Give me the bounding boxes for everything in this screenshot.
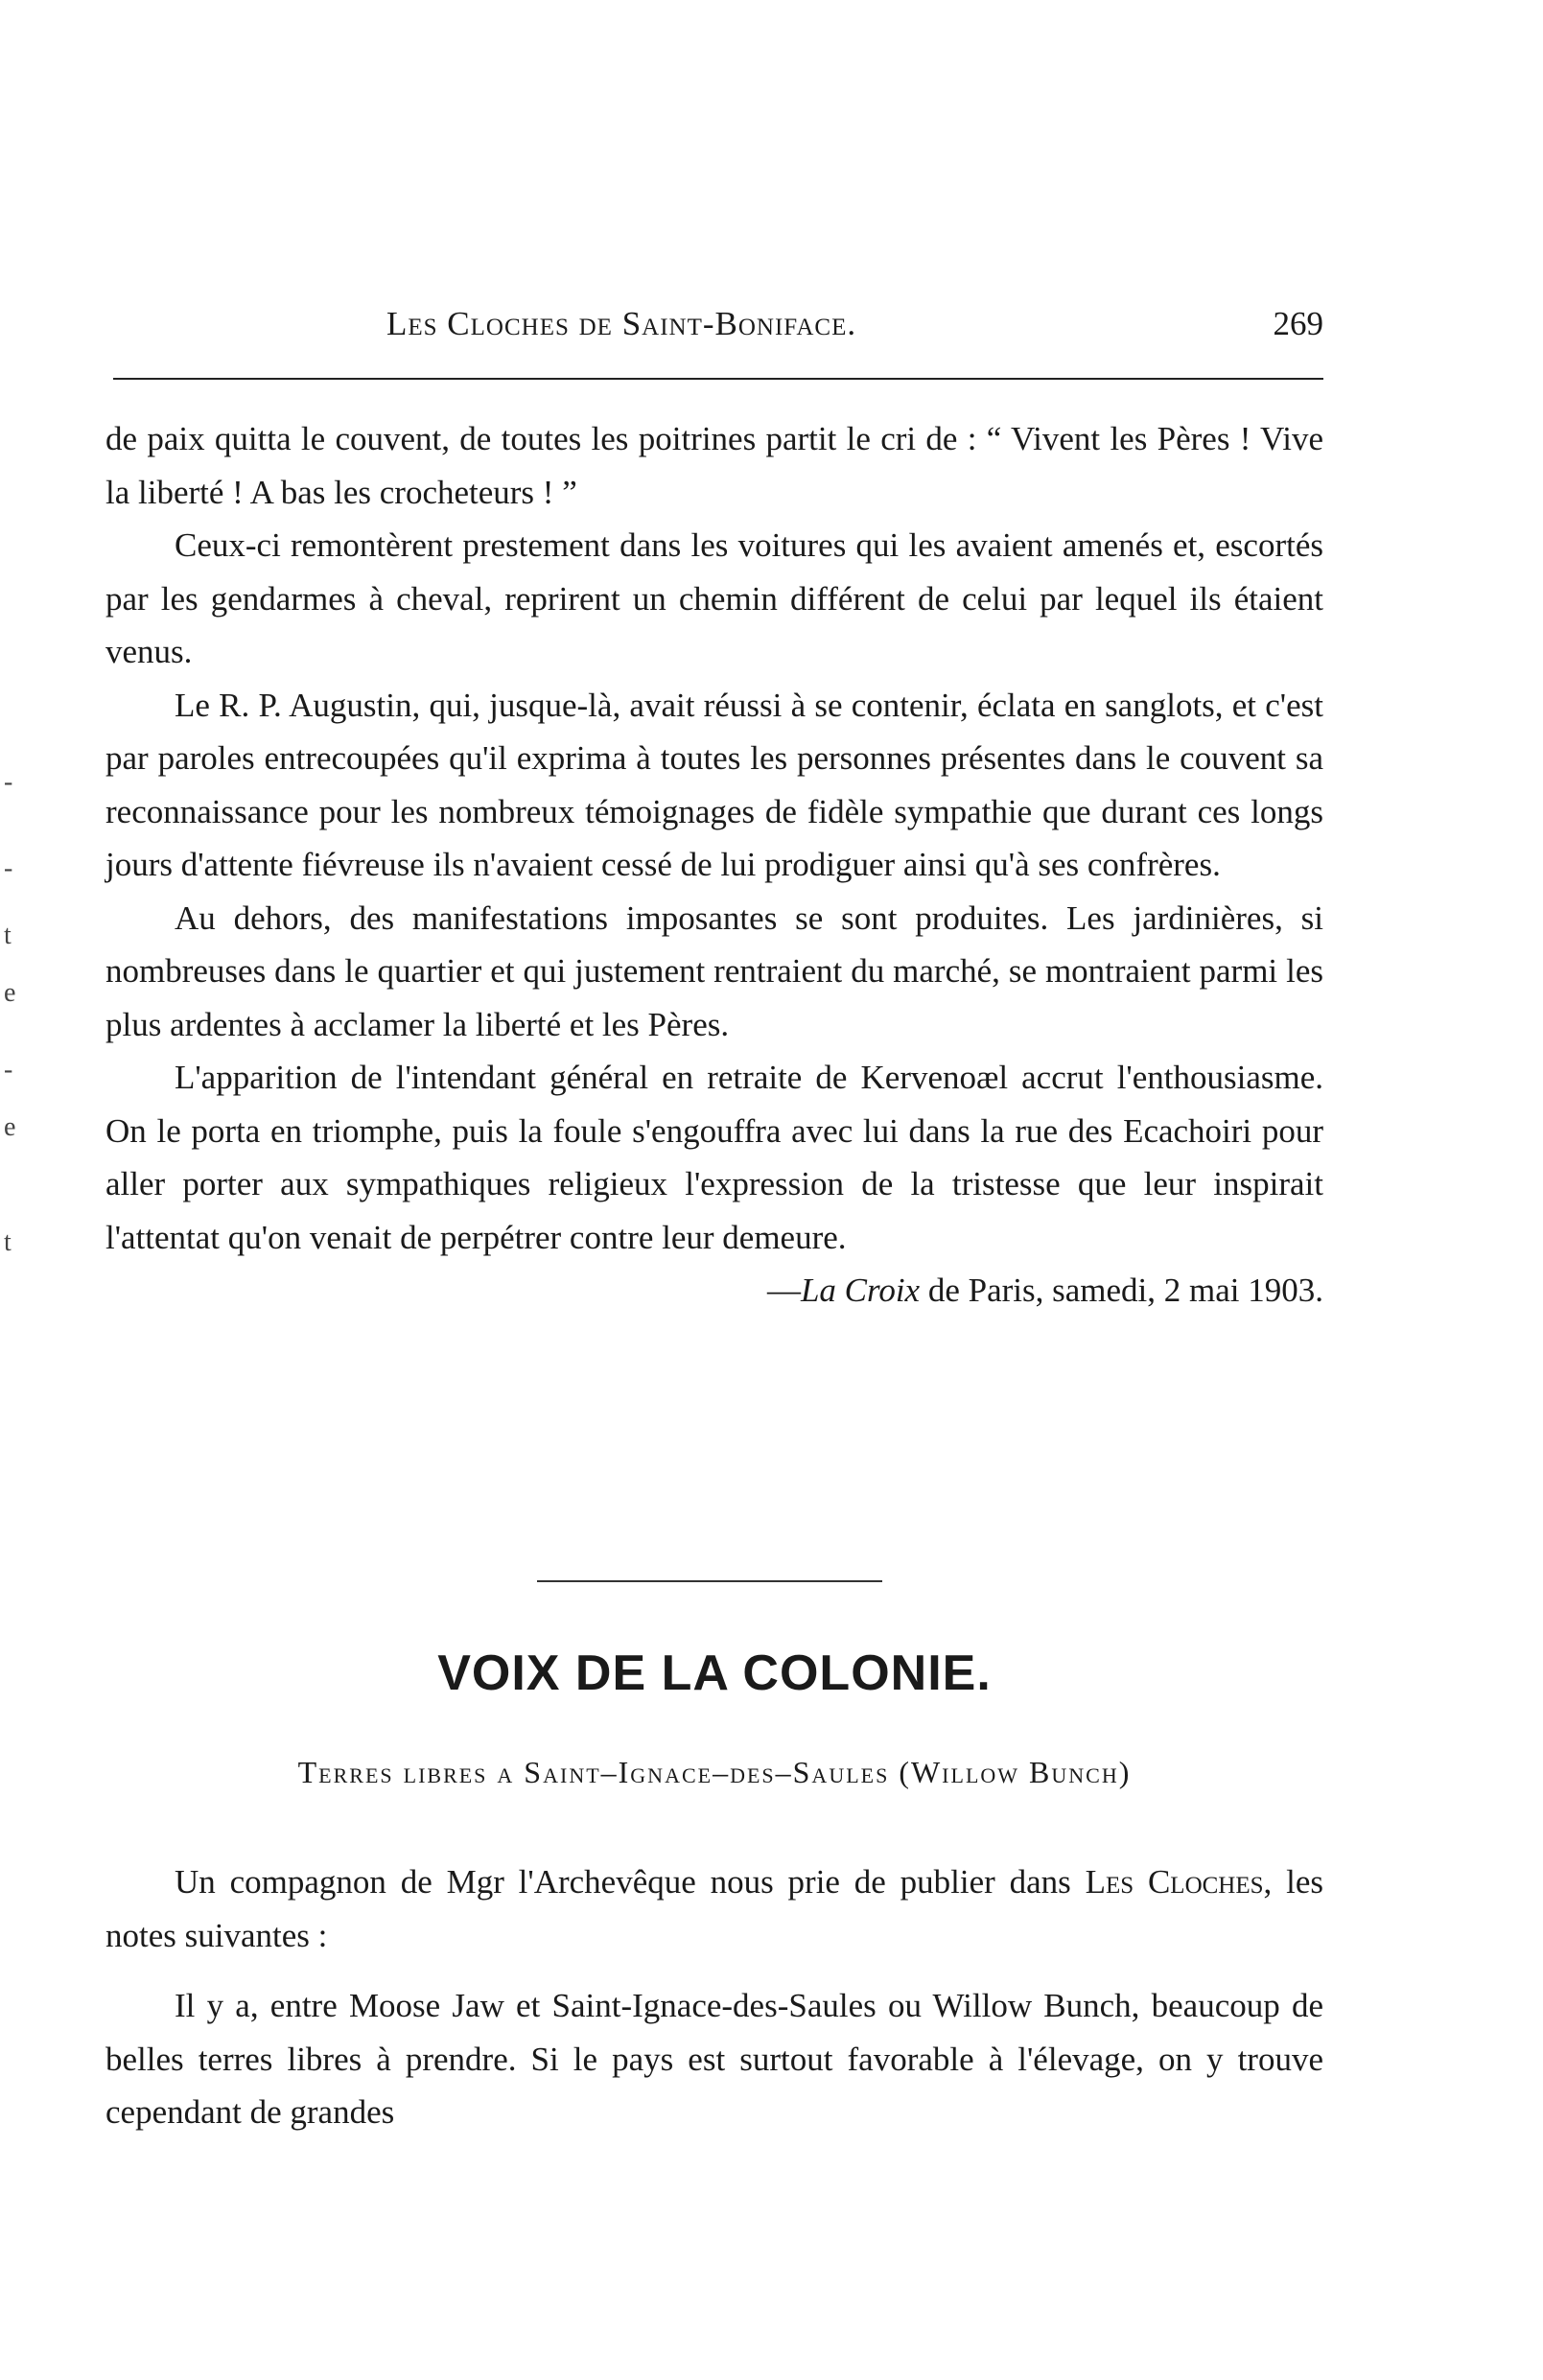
signature-dash: — [766, 1272, 801, 1309]
signature-date: de Paris, samedi, 2 mai 1903. [920, 1272, 1323, 1309]
article-paragraph: L'apparition de l'intendant général en retraite de Kervenoæl accrut l'enthousiasme. On le porta en triomphe, puis la foule s'engouffra avec lui dans la rue des Ecachoiri pour aller porter aux sympathiques religieux l'expression de la tristesse que leur inspirait l'attentat qu'on venait de perpétrer contre leur demeure. [105, 1059, 1323, 1256]
section-body [105, 1855, 1323, 2157]
margin-mark: t [4, 921, 12, 950]
page-number: 269 [1273, 305, 1323, 342]
signature-source: La Croix [800, 1272, 921, 1309]
margin-mark: e [4, 978, 16, 1008]
article-body [105, 412, 1323, 1318]
journal-name: Les Cloches [1085, 1863, 1264, 1901]
running-title: Les Cloches de Saint-Boniface. [386, 305, 857, 342]
header-rule [113, 378, 1323, 380]
article-paragraph: Au dehors, des manifestations imposantes se sont produites. Les jardinières, si nombreuses dans le quartier et qui justement rentraient du marché, se montraient parmi les plus ardentes à acclamer la liberté et les Pères. [105, 898, 1323, 1043]
intro-text-end: , les notes suivantes : [105, 1863, 1323, 1954]
running-header [113, 299, 1323, 357]
section-divider [537, 1580, 882, 1582]
article-paragraph: Le R. P. Augustin, qui, jusque-là, avait réussi à se contenir, éclata en sanglots, et c'est par paroles entrecoupées qu'il exprima à toutes les personnes présentes dans le couvent sa reconnaissance pour les nombreux témoignages de fidèle sympathie que durant ces longs jours d'attente fiévreuse ils n'avaient cessé de lui prodiguer ainsi qu'à ses confrères. [105, 686, 1323, 883]
article-paragraph: Ceux-ci remontèrent prestement dans les voitures qui les avaient amenés et, escortés par les gendarmes à cheval, reprirent un chemin différent de celui par lequel ils étaient venus. [105, 526, 1323, 670]
section-paragraph: Il y a, entre Moose Jaw et Saint-Ignace-des-Saules ou Willow Bunch, beaucoup de belles terres libres à prendre. Si le pays est surtout favorable à l'élevage, on y trouve cependant de grandes [105, 1987, 1323, 2131]
article-signature [105, 1264, 1323, 1318]
left-margin-show-through [0, 384, 19, 1630]
margin-mark: - [4, 1055, 13, 1085]
margin-mark: - [4, 853, 13, 883]
section-title: VOIX DE LA COLONIE. [437, 1645, 992, 1701]
margin-mark: t [4, 1227, 12, 1257]
section-subtitle: Terres libres a Saint–Ignace–des–Saules (Willow Bunch) [297, 1755, 1132, 1789]
article-paragraph: de paix quitta le couvent, de toutes les poitrines partit le cri de : “ Vivent les Pères ! Vive la liberté ! A bas les crocheteurs ! ” [105, 420, 1323, 511]
section-intro [105, 1855, 1323, 1962]
margin-mark: e [4, 1112, 16, 1142]
intro-text: Un compagnon de Mgr l'Archevêque nous prie de publier dans [175, 1863, 1086, 1901]
margin-mark: - [4, 767, 13, 797]
